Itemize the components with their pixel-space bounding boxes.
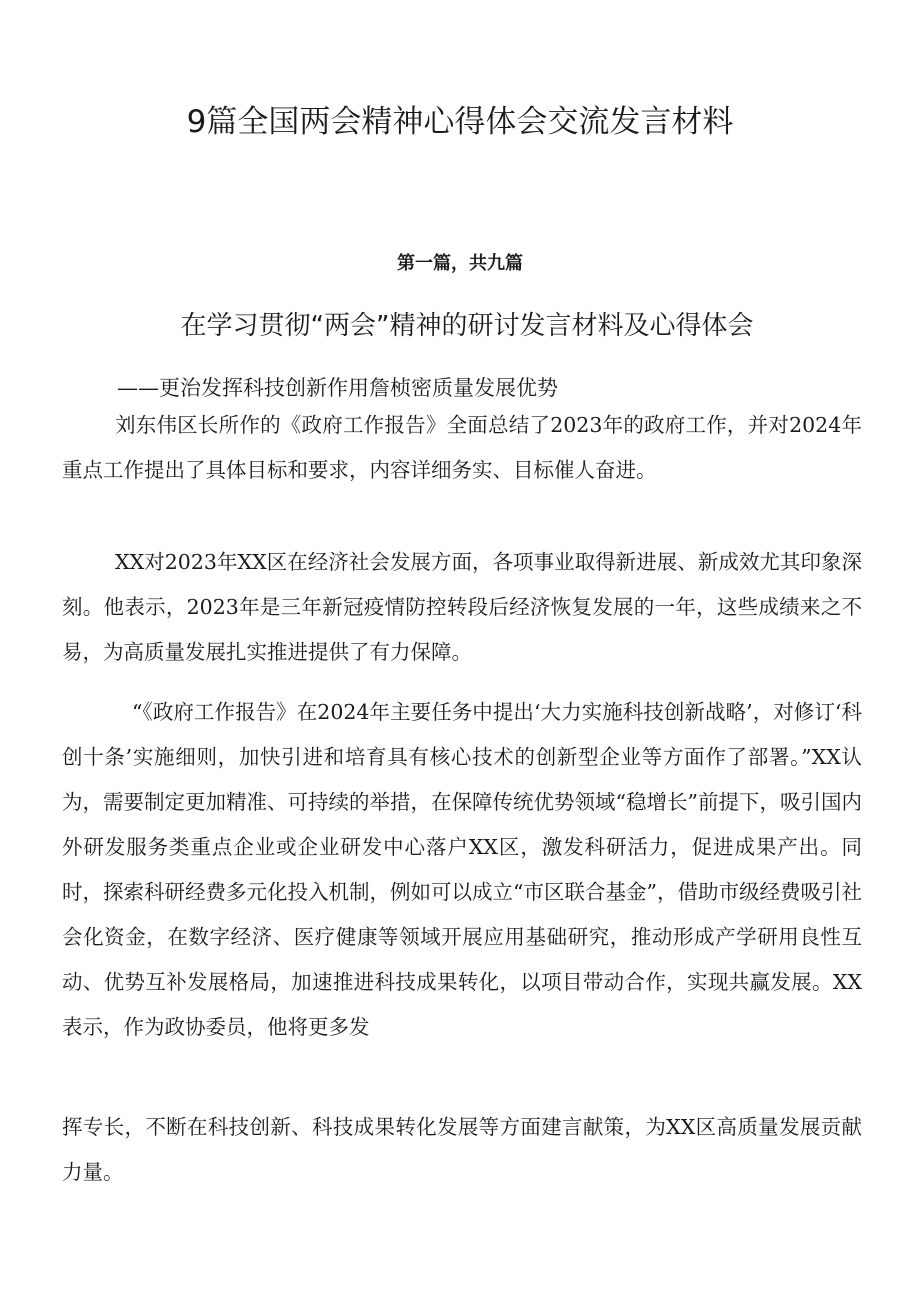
article-subtitle: ——更治发挥科技创新作用詹桢密质量发展优势 — [117, 376, 558, 400]
body-paragraph-2: XX对2023年XX区在经济社会发展方面，各项事业取得新进展、新成效尤其印象深刻。他表示，2023年是三年新冠疫情防控转段后经济恢复发展的一年，这些成绩来之不易，为高质量发展扎实推进提供了有力保障。 — [62, 550, 862, 664]
document-title: 9篇全国两会精神心得体会交流发言材料 — [186, 104, 734, 140]
body-paragraph-1: 刘东伟区长所作的《政府工作报告》全面总结了2023年的政府工作，并对2024年重点工作提出了具体目标和要求，内容详细务实、目标催人奋进。 — [62, 413, 862, 482]
article-title: 在学习贯彻“两会”精神的研讨发言材料及心得体会 — [180, 311, 754, 341]
body-paragraph-4: 挥专长，不断在科技创新、科技成果转化发展等方面建言献策，为XX区高质量发展贡献力量。 — [62, 1115, 862, 1184]
body-paragraph-3: “《政府工作报告》在2024年主要任务中提出‘大力实施科技创新战略’，对修订‘科创十条’实施细则，加快引进和培育具有核心技术的创新型企业等方面作了部署。”XX认为，需要制定更加精准、可持续的举措，在保障传统优势领域“稳增长”前提下，吸引国内外研发服务类重点企业或企业研发中心落户XX区，激发科研活力，促进成果产出。同时，探索科研经费多元化投入机制，例如可以成立“市区联合基金”，借助市级经费吸引社会化资金，在数字经济、医疗健康等领域开展应用基础研究，推动形成产学研用良性互动、优势互补发展格局，加速推进科技成果转化，以项目带动合作，实现共赢发展。XX表示，作为政协委员，他将更多发 — [62, 700, 862, 1039]
part-label: 第一篇，共九篇 — [397, 253, 523, 274]
